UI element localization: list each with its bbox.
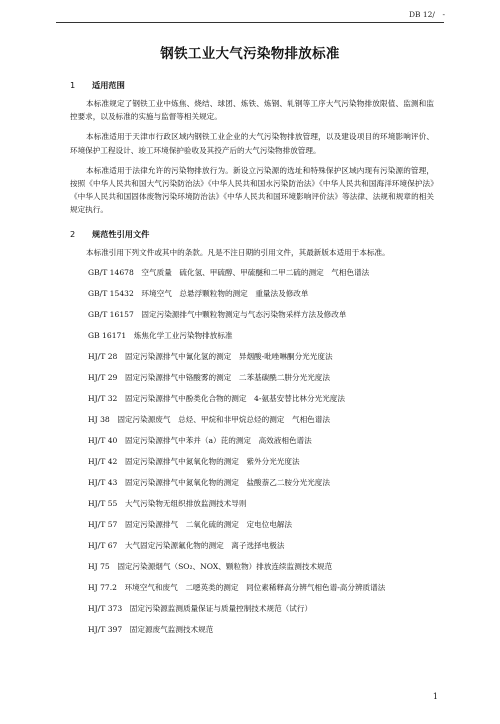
reference-item: HJ/T 67 大气固定污染源氟化物的测定 离子选择电极法: [88, 540, 285, 550]
section-normative-references: [70, 229, 434, 636]
section-title: 规范性引用文件: [92, 228, 150, 239]
reference-item: HJ/T 29 固定污染源排气中铬酸雾的测定 二苯基碳酰二肼分光光度法: [88, 372, 330, 382]
document-body: [70, 80, 434, 636]
paragraph: 本标准规定了钢铁工业中炼焦、烧结、球团、炼铁、炼钢、轧钢等工序大气污染物排放限值、监测和监控要求，以及标准的实施与监督等相关规定。: [70, 99, 434, 122]
reference-item: HJ/T 28 固定污染源排气中氰化氢的测定 异烟酸-吡唑啉酮分光光度法: [88, 351, 333, 361]
reference-item: GB/T 14678 空气质量 硫化氢、甲硫醇、甲硫醚和二甲二硫的测定 气相色谱法: [88, 267, 370, 277]
paragraph: 本标准适用于法律允许的污染物排放行为。新设立污染源的选址和特殊保护区域内现有污染源的管理，按照《中华人民共和国大气污染防治法》《中华人民共和国水污染防治法》《中华人民共和国海洋环境保护法》《中华人民共和国固体废物污染环境防治法》《中华人民共和国环境影响评价法》等法律、法规和规章的相关规定执行。: [70, 165, 434, 215]
section-heading: [70, 229, 434, 240]
reference-item: HJ 77.2 环境空气和废气 二噁英类的测定 同位素稀释高分辨气相色谱-高分辨质谱法: [88, 582, 386, 592]
reference-item: HJ/T 57 固定污染源排气 二氧化硫的测定 定电位电解法: [88, 519, 293, 529]
reference-list: [70, 267, 434, 636]
reference-item: GB 16171 炼焦化学工业污染物排放标准: [88, 330, 233, 340]
reference-item: GB/T 16157 固定污染源排气中颗粒物测定与气态污染物采样方法及修改单: [88, 309, 347, 319]
reference-item: HJ/T 43 固定污染源排气中氮氧化物的测定 盐酸萘乙二胺分光光度法: [88, 477, 330, 487]
section-heading: [70, 80, 434, 91]
reference-item: HJ 75 固定污染源烟气（SO₂、NOX、颗粒物）排放连续监测技术规范: [88, 561, 333, 571]
standard-code-header: DB 12/ -: [408, 10, 445, 19]
page-number: 1: [432, 692, 438, 701]
reference-item: HJ/T 373 固定污染源监测质量保证与质量控制技术规范（试行）: [88, 603, 313, 613]
reference-item: HJ/T 397 固定源废气监测技术规范: [88, 624, 214, 634]
section-title: 适用范围: [92, 80, 125, 90]
reference-item: HJ 38 固定污染源废气 总烃、甲烷和非甲烷总烃的测定 气相色谱法: [88, 414, 330, 424]
reference-item: HJ/T 42 固定污染源排气中氮氧化物的测定 紫外分光光度法: [88, 456, 300, 466]
reference-item: HJ/T 32 固定污染源排气中酚类化合物的测定 4-氨基安替比林分光光度法: [88, 393, 345, 403]
paragraph: 本标准引用下列文件或其中的条款。凡是不注日期的引用文件，其最新版本适用于本标准。: [86, 247, 390, 257]
reference-item: HJ/T 40 固定污染源排气中苯并（a）芘的测定 高效液相色谱法: [88, 435, 312, 445]
reference-item: GB/T 15432 环境空气 总悬浮颗粒物的测定 重量法及修改单: [88, 288, 309, 298]
header-divider: [56, 22, 444, 23]
section-scope: [70, 80, 434, 217]
section-number: 1: [70, 80, 76, 90]
paragraph: 本标准适用于天津市行政区域内钢铁工业企业的大气污染物排放管理，以及建设项目的环境影响评价、环境保护工程设计、竣工环境保护验收及其投产后的大气污染物排放管理。: [70, 132, 434, 155]
section-number: 2: [70, 228, 76, 239]
document-title: 钢铁工业大气污染物排放标准: [160, 46, 340, 62]
reference-item: HJ/T 55 大气污染物无组织排放监测技术导则: [88, 498, 247, 508]
